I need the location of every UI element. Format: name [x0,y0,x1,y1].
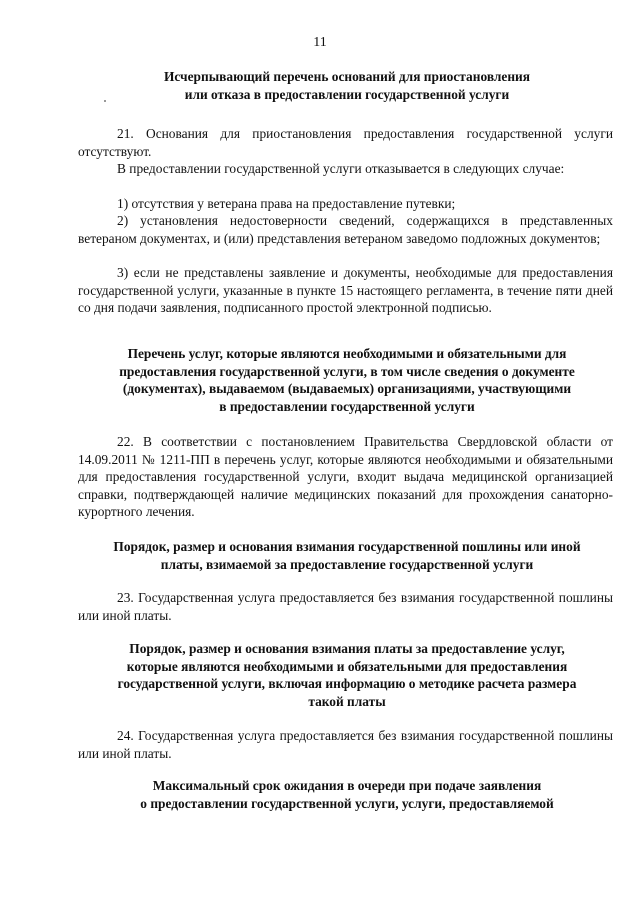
heading-line: Перечень услуг, которые являются необходимыми и обязательными для [127,346,567,361]
heading-line: государственной услуги, включая информацию о методике расчета размера [117,676,577,691]
paragraph-21: 21. Основания для приостановления предоставления государственной услуги отсутствуют. [78,126,613,159]
heading-line: Максимальный срок ожидания в очереди при подаче заявления [152,778,542,793]
heading-grounds-for-refusal [78,68,616,103]
heading-fee-for-services [78,640,616,710]
heading-state-fee [78,538,616,573]
heading-line: платы, взимаемой за предоставление государственной услуги [160,556,534,572]
heading-line: о предоставлении государственной услуги, услуги, предоставляемой [140,795,554,811]
paragraph-24: 24. Государственная услуга предоставляется без взимания государственной пошлины или иной платы. [78,728,613,761]
heading-max-waiting-time [78,777,616,812]
paragraph-21-case-1: 1) отсутствия у ветерана права на предоставление путевки; [117,196,456,211]
heading-line: или отказа в предоставлении государственной услуги [184,86,510,102]
heading-line: Порядок, размер и основания взимания государственной пошлины или иной [113,539,581,554]
page-number: 11 [313,35,327,50]
heading-line: Порядок, размер и основания взимания платы за предоставление услуг, [129,641,565,656]
paragraph-23: 23. Государственная услуга предоставляется без взимания государственной пошлины или иной платы. [78,590,613,623]
heading-line: (документах), выдаваемом (выдаваемых) организациями, участвующими [122,381,572,396]
heading-required-services [78,345,616,415]
heading-line: предоставления государственной услуги, в том числе сведения о документе [119,363,575,379]
heading-line: Исчерпывающий перечень оснований для приостановления [163,69,531,84]
heading-line: такой платы [308,693,386,709]
heading-line: которые являются необходимыми и обязательными для предоставления [126,658,568,674]
paragraph-21-case-2: 2) установления недостоверности сведений, содержащихся в представленных ветераном документах, и (или) представления ветераном заведомо подложных документов; [78,213,613,246]
paragraph-22: 22. В соответствии с постановлением Правительства Свердловской области от 14.09.2011 № 1211-ПП в перечень услуг, которые являются необходимыми и обязательными для предоставления государственной услуги, входит выдача медицинской организацией справки, подтверждающей наличие медицинских показаний для прохождения санаторно-курортного лечения. [78,434,613,519]
paragraph-21-case-3: 3) если не представлены заявление и документы, необходимые для предоставления государственной услуги, указанные в пункте 15 настоящего регламента, в течение пяти дней со дня подачи заявления, подписанного простой электронной подписью. [78,265,613,315]
paragraph-21-refusal-cases: В предоставлении государственной услуги отказывается в следующих случае: [117,161,565,176]
heading-line: в предоставлении государственной услуги [219,398,475,414]
